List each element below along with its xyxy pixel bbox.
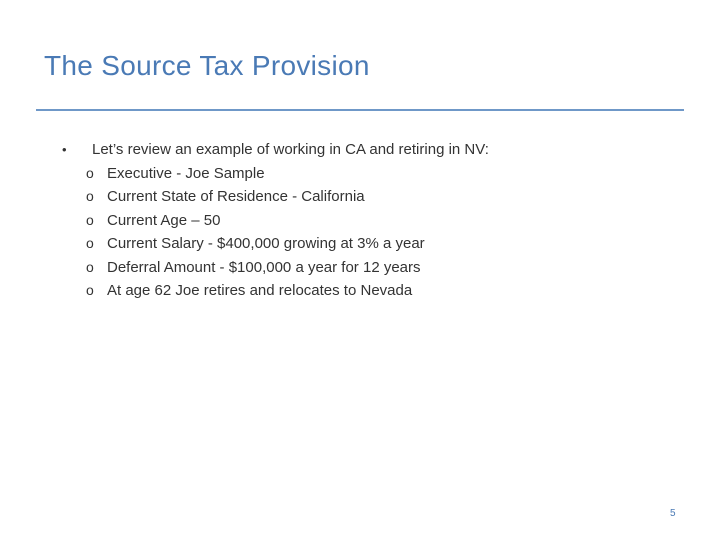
- sub-bullet-text: Deferral Amount - $100,000 a year for 12 years: [107, 258, 421, 276]
- main-bullet: [0, 138, 720, 162]
- sub-bullet-text: Current Age – 50: [107, 211, 221, 229]
- circle-bullet-icon: o: [86, 164, 94, 181]
- circle-bullet-icon: o: [86, 235, 94, 251]
- circle-bullet-icon: o: [86, 188, 94, 204]
- sub-bullet-item: [0, 279, 720, 303]
- sub-bullet-item: [0, 162, 720, 186]
- sub-bullet-text: Current State of Residence - California: [107, 188, 365, 205]
- slide-body: [0, 138, 720, 303]
- circle-bullet-icon: o: [86, 258, 94, 275]
- slide-title: The Source Tax Provision: [44, 50, 370, 81]
- sub-bullet-item: [0, 232, 720, 256]
- sub-bullet-item: [0, 185, 720, 209]
- bullet-dot-icon: •: [62, 142, 67, 157]
- sub-bullet-item: [0, 209, 720, 233]
- circle-bullet-icon: o: [86, 282, 94, 298]
- title-divider: [36, 109, 684, 111]
- sub-bullet-text: At age 62 Joe retires and relocates to Nevada: [107, 282, 413, 299]
- sub-bullet-text: Executive - Joe Sample: [107, 164, 265, 182]
- main-bullet-text: Let’s review an example of working in CA and retiring in NV:: [92, 141, 489, 158]
- page-number: 5: [670, 508, 676, 519]
- sub-bullet-item: [0, 256, 720, 280]
- circle-bullet-icon: o: [86, 211, 94, 228]
- sub-bullet-text: Current Salary - $400,000 growing at 3% a year: [107, 235, 425, 252]
